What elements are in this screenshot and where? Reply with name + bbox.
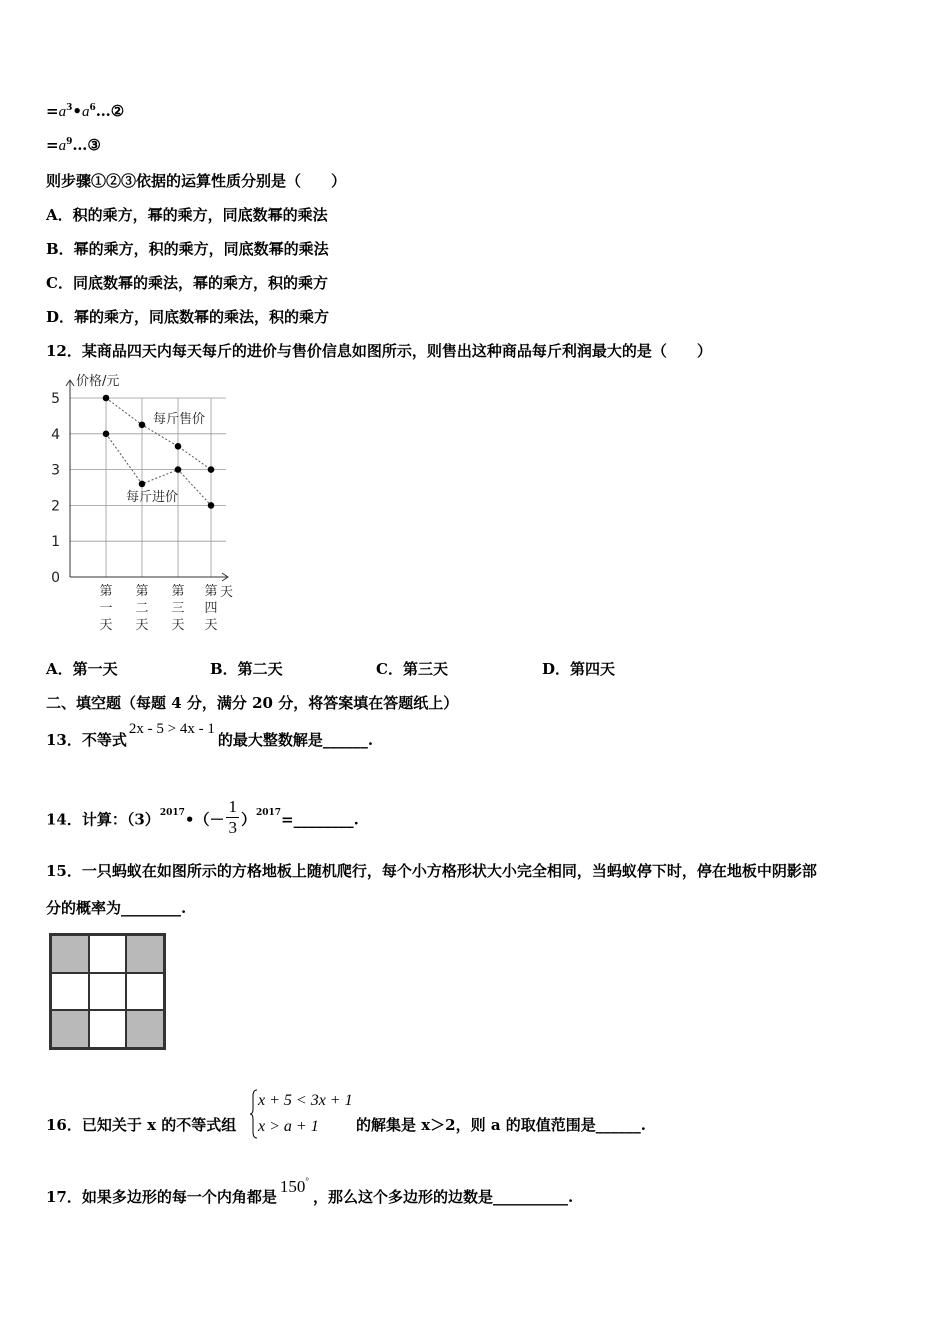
blank-cell [51, 973, 89, 1011]
q11-option-d: D．幂的乘方，同底数幂的乘法，积的乘方 [46, 308, 330, 326]
inequality-system [250, 1088, 353, 1140]
shaded-cell [126, 935, 164, 973]
y-tick-label: 0 [51, 570, 60, 586]
q14: 14．计算：$(3)^{2017}•(-$ $\frac{1}{3}$ ）$^{2017}$=________. [46, 797, 359, 837]
q11-step2: $=a^3•a^6\dots ②$ [46, 102, 125, 120]
data-point [139, 422, 146, 429]
y-tick-label: 5 [51, 391, 60, 407]
q12-option-a: A．第一天 [46, 660, 118, 678]
q12-option-b: B．第二天 [210, 660, 283, 678]
data-point [175, 466, 182, 473]
inequality-2: x > a + 1 [258, 1118, 319, 1135]
angle-value: 150 [279, 1177, 306, 1196]
q13: 13．不等式2x - 5 > 4x - 1的最大整数解是______. [46, 721, 374, 749]
data-point [208, 466, 215, 473]
q11-question: 则步骤①②③依据的运算性质分别是（ ） [46, 172, 347, 190]
q11-step3: $=a^9\dots ③$ [46, 136, 101, 154]
y-tick-label: 1 [51, 534, 60, 551]
chart-axes [66, 380, 228, 581]
q11-option-b: B．幂的乘方，积的乘方，同底数幂的乘法 [46, 240, 329, 258]
blank-cell [89, 935, 127, 973]
q17: 17．如果多边形的每一个内角都是150°，那么这个多边形的边数是__________. [46, 1176, 574, 1206]
data-point [103, 395, 110, 402]
q11-option-a: A．积的乘方，幂的乘方，同底数幂的乘法 [46, 206, 328, 224]
x-tick-label: 天 [171, 618, 185, 633]
y-tick-label: 4 [51, 426, 60, 443]
q16-suffix: 的解集是 x＞2，则 a 的取值范围是______. [356, 1116, 646, 1134]
blank-cell [89, 1010, 127, 1048]
q11-option-c: C．同底数幂的乘法，幂的乘方，积的乘方 [46, 274, 328, 292]
x-tick-label: 天 [135, 618, 149, 633]
q15-line1: 15．一只蚂蚁在如图所示的方格地板上随机爬行，每个小方格形状大小完全相同，当蚂蚁停下时，停在地板中阴影部 [46, 862, 817, 880]
q16-prefix: 16．已知关于 x 的不等式组 [46, 1116, 237, 1134]
data-point [103, 431, 110, 438]
data-point [208, 502, 215, 509]
blank-cell [89, 973, 127, 1011]
section-heading: 二、填空题（每题 4 分，满分 20 分，将答案填在答题纸上） [46, 694, 459, 712]
floor-grid [49, 933, 166, 1050]
y-tick-label: 3 [51, 462, 60, 479]
x-tick-label: 四 [204, 601, 218, 616]
x-tick-label: 三 [171, 601, 185, 616]
blank-cell [126, 973, 164, 1011]
x-tick-label: 第 [204, 584, 218, 599]
x-tick-label: 天 [204, 618, 218, 633]
inequality-1: x + 5 < 3x + 1 [258, 1092, 353, 1109]
shaded-cell [126, 1010, 164, 1048]
y-tick-label: 2 [51, 498, 60, 515]
q13-expression: 2x - 5 > 4x - 1 [128, 721, 215, 737]
x-tick-label: 二 [135, 601, 149, 616]
q12-question: 12．某商品四天内每天每斤的进价与售价信息如图所示，则售出这种商品每斤利润最大的是（ ） [46, 342, 712, 360]
y-axis-label: 价格/元 [76, 374, 120, 389]
x-tick-label: 天 [99, 618, 113, 633]
data-point [139, 481, 146, 488]
q15-line2: 分的概率为________. [46, 899, 187, 917]
series-label: 每斤售价 [153, 411, 206, 427]
shaded-cell [51, 935, 89, 973]
fraction: $\frac{1}{3}$ [228, 797, 237, 837]
data-point [175, 443, 182, 450]
x-tick-label: 第 [99, 584, 113, 599]
q12-option-d: D．第四天 [542, 660, 616, 678]
left-brace [250, 1088, 258, 1140]
shaded-cell [51, 1010, 89, 1048]
x-tick-label: 第 [135, 584, 149, 599]
x-tick-label: 一 [99, 601, 113, 616]
q12-option-c: C．第三天 [376, 660, 448, 678]
price-chart [40, 362, 250, 637]
series-label: 每斤进价 [126, 489, 179, 505]
x-tick-label: 第 [171, 584, 185, 599]
x-axis-label: 天 [220, 585, 234, 600]
